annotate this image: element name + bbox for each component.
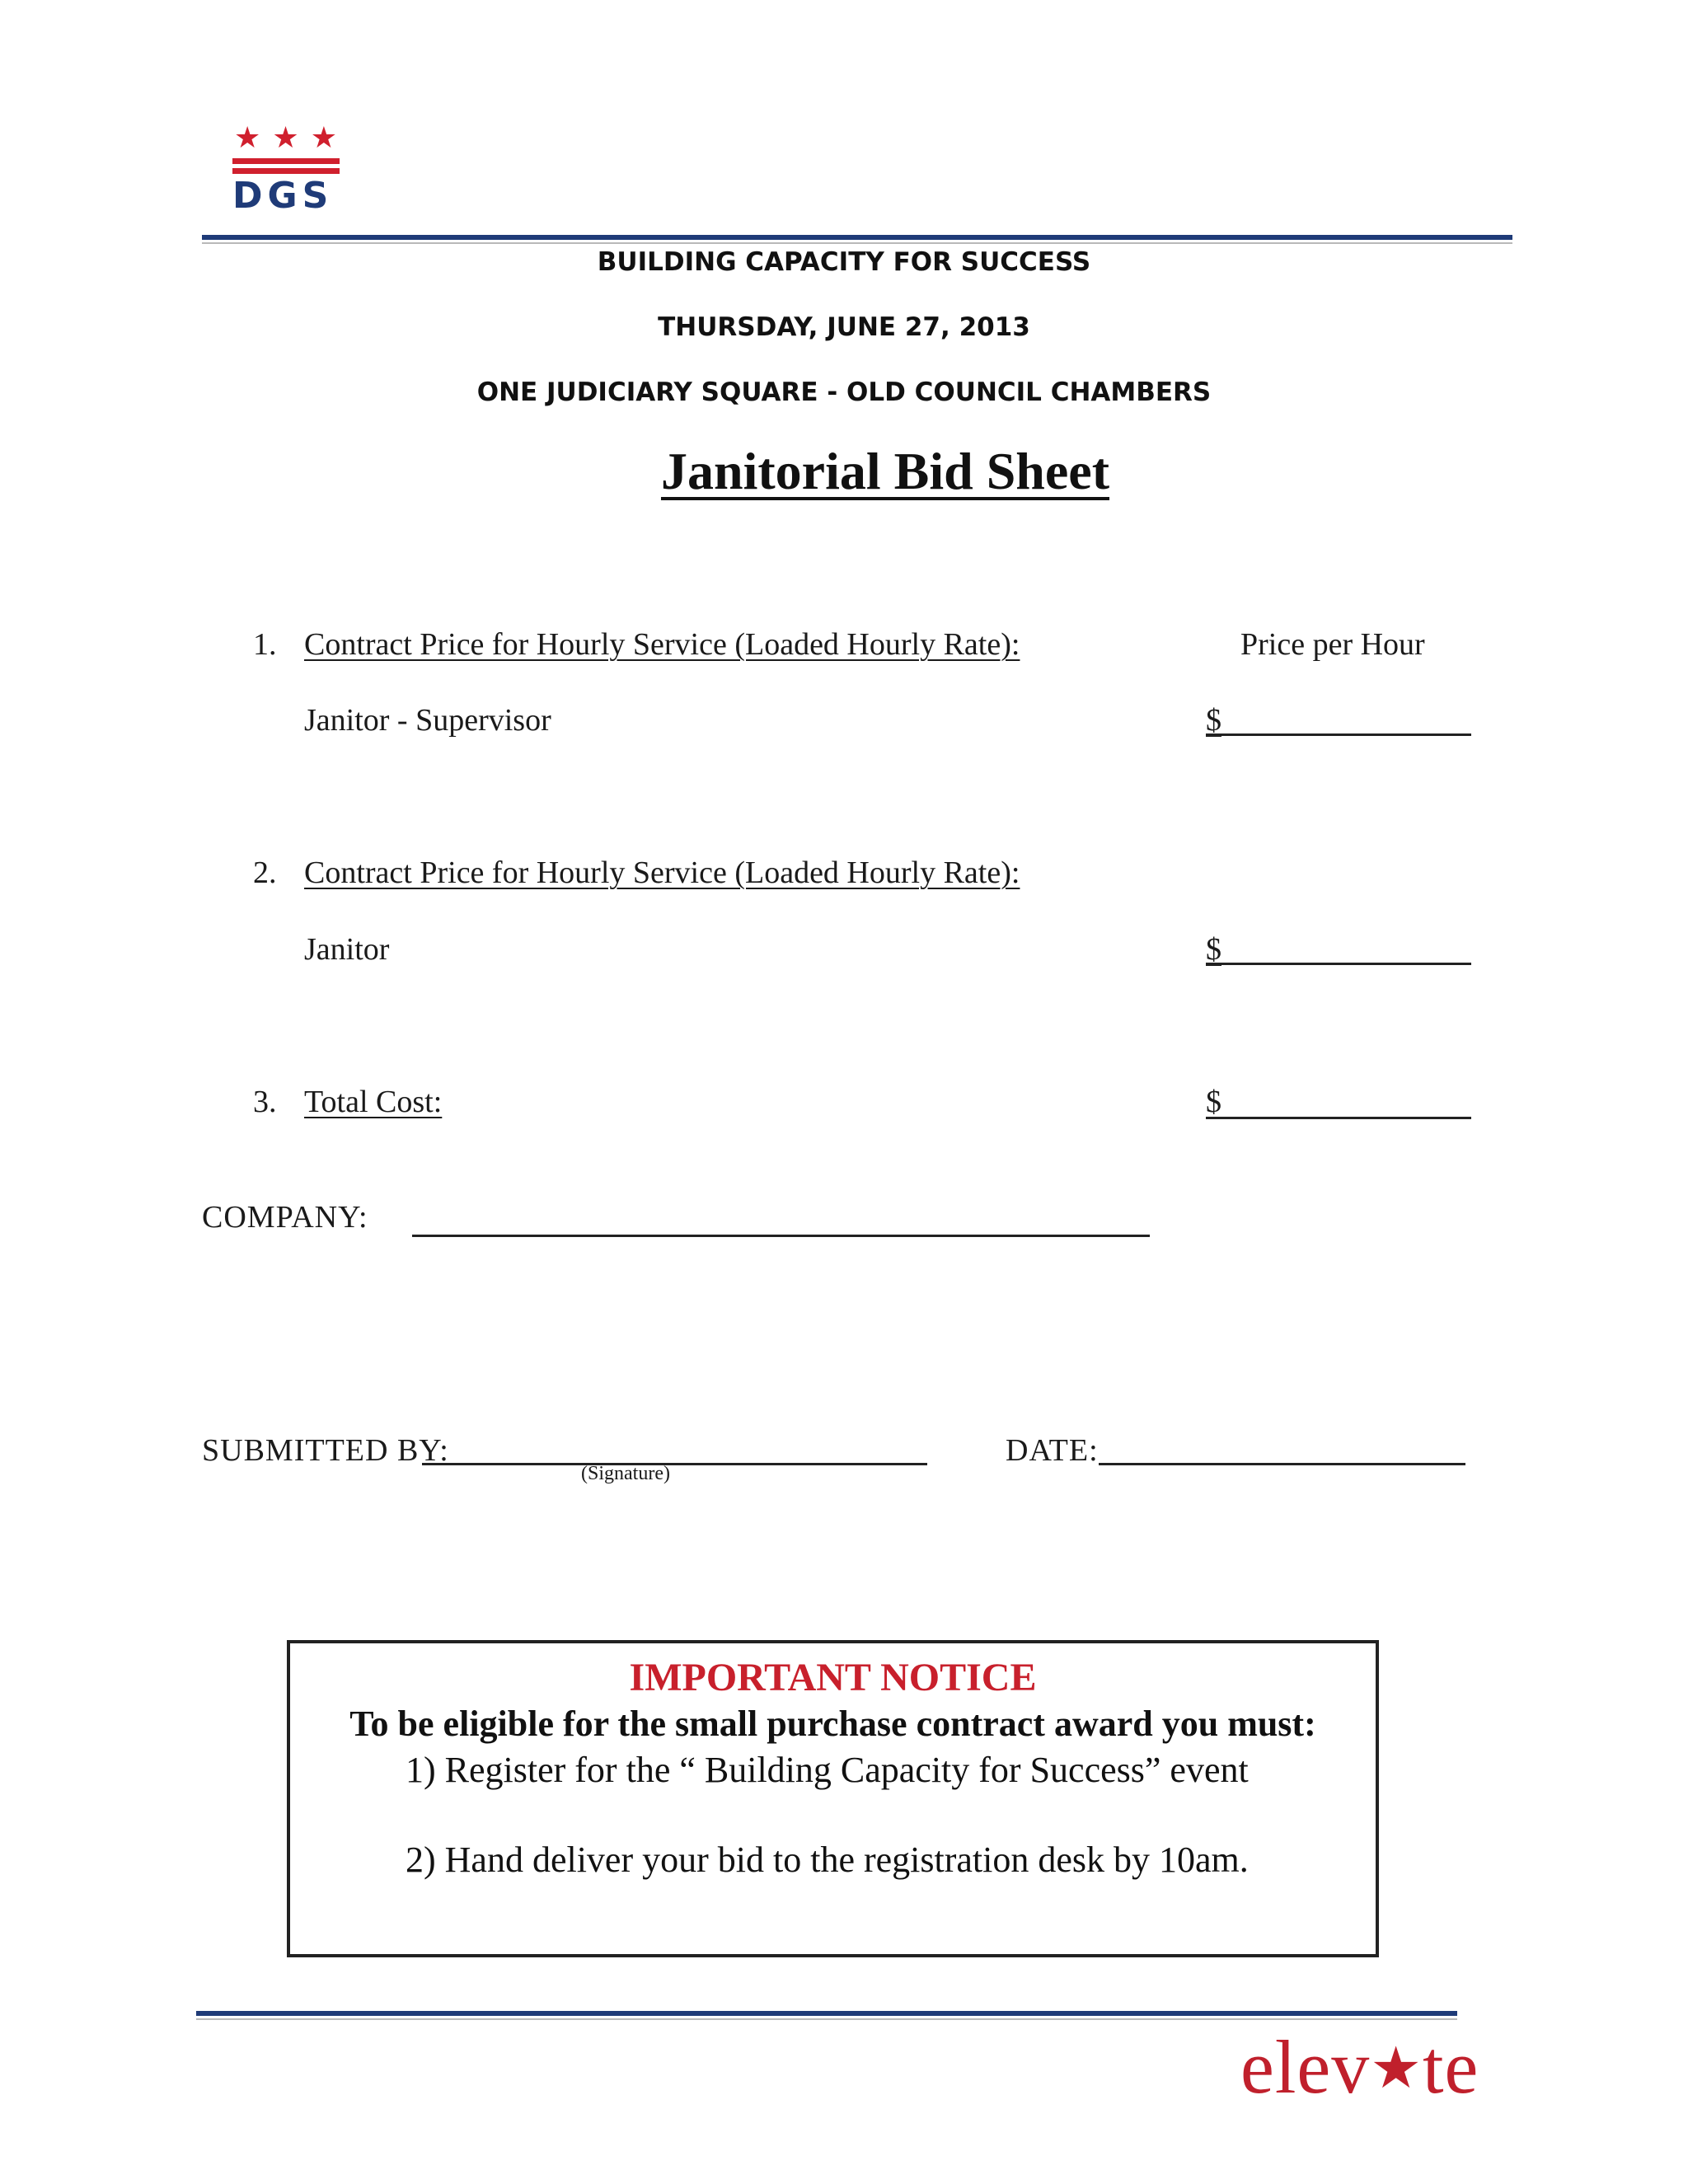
event-location: ONE JUDICIARY SQUARE - OLD COUNCIL CHAMBERS [476,377,1212,407]
logo-stars [234,121,337,155]
elevate-logo-part: elev [1240,2025,1371,2109]
logo-bar [232,158,340,164]
currency-symbol: $ [1206,1085,1221,1119]
signature-field[interactable] [422,1463,927,1465]
submitted-by-label: SUBMITTED BY: [202,1433,449,1468]
event-date: THURSDAY, JUNE 27, 2013 [658,312,1030,342]
price-field[interactable] [1206,733,1471,736]
item-heading: Total Cost: [304,1085,443,1119]
company-field[interactable] [412,1235,1150,1237]
notice-title: IMPORTANT NOTICE [629,1656,1037,1699]
currency-symbol: $ [1206,932,1221,967]
event-title: BUILDING CAPACITY FOR SUCCESS [597,247,1091,277]
page-title: Janitorial Bid Sheet [660,442,1110,500]
logo-text: DGS [232,175,334,217]
item-heading: Contract Price for Hourly Service (Loaded Hourly Rate): [304,855,1020,890]
footer-divider [196,2011,1457,2020]
item-heading: Contract Price for Hourly Service (Loaded Hourly Rate): [304,627,1020,662]
notice-subtitle: To be eligible for the small purchase contract award you must: [349,1704,1316,1744]
logo-bar [232,168,340,174]
important-notice-box [287,1640,1379,1957]
star-icon: ★ [272,121,299,155]
price-column-header: Price per Hour [1240,627,1425,662]
item-number: 1. [253,627,277,662]
item-number: 3. [253,1085,277,1119]
currency-symbol: $ [1206,703,1221,738]
company-label: COMPANY: [202,1200,368,1235]
elevate-logo-part: te [1423,2025,1479,2109]
signature-caption: (Signature) [581,1463,670,1484]
item-number: 2. [253,855,277,890]
item-role: Janitor [304,932,390,967]
date-field[interactable] [1099,1463,1465,1465]
item-role: Janitor - Supervisor [304,703,551,738]
star-icon: ★ [1370,2034,1423,2102]
star-icon: ★ [310,121,337,155]
elevate-logo [1240,2023,1479,2111]
dgs-logo [232,121,344,218]
notice-item: 1) Register for the “ Building Capacity for Success” event [406,1750,1249,1790]
notice-item: 2) Hand deliver your bid to the registration desk by 10am. [406,1840,1249,1880]
header-divider [202,235,1512,244]
date-label: DATE: [1006,1433,1099,1468]
price-field[interactable] [1206,963,1471,965]
total-cost-field[interactable] [1206,1117,1471,1119]
star-icon: ★ [234,121,261,155]
